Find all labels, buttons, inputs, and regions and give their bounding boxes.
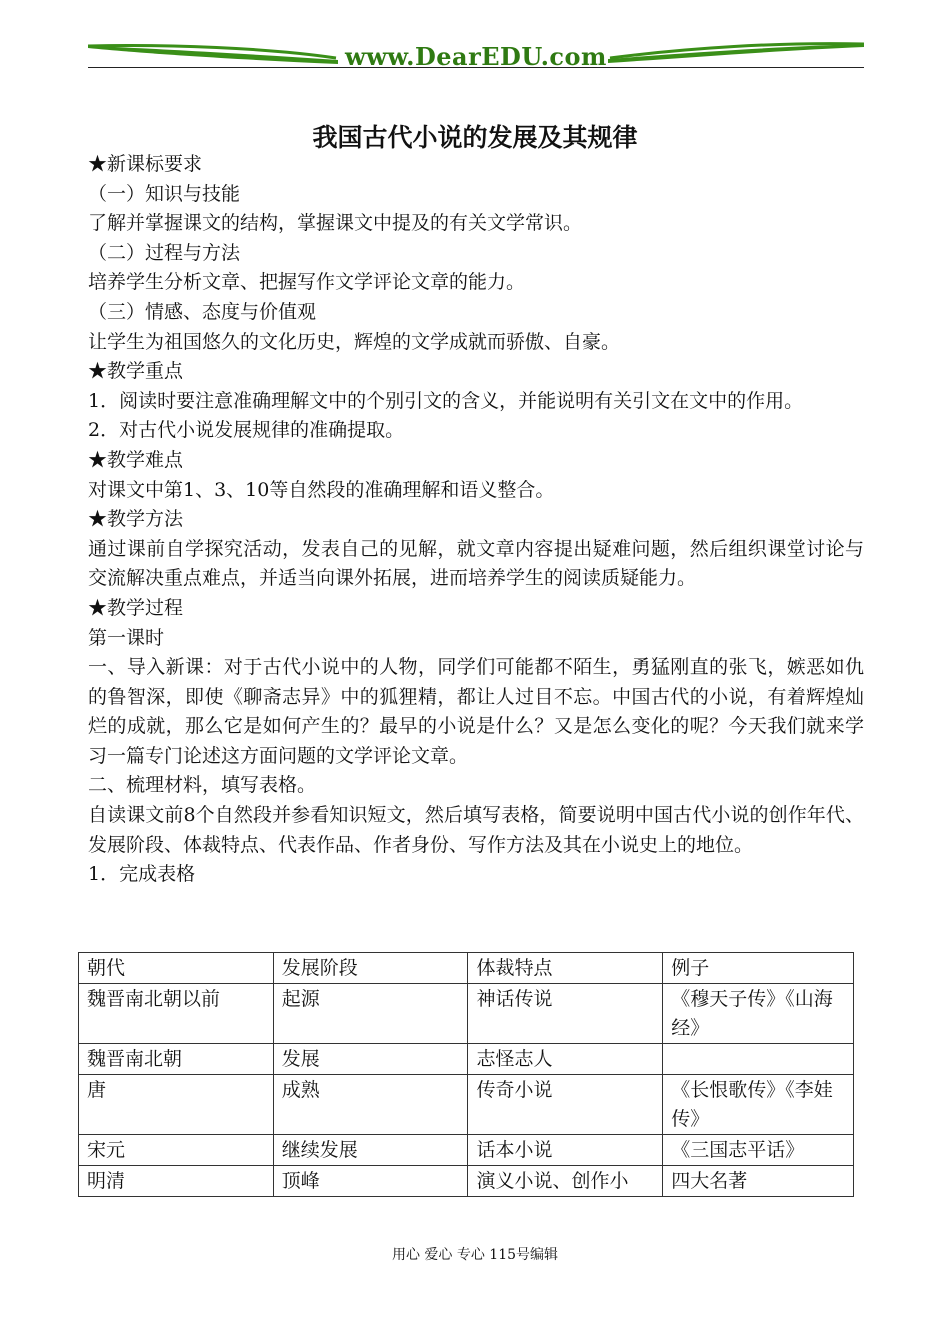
- paragraph: 了解并掌握课文的结构，掌握课文中提及的有关文学常识。: [88, 212, 583, 235]
- table-cell: 《长恨歌传》《李娃传》: [663, 1075, 854, 1135]
- paragraph: 第一课时: [88, 626, 165, 649]
- table-cell: 《穆天子传》《山海经》: [663, 984, 854, 1044]
- table-cell: 传奇小说: [468, 1075, 663, 1135]
- table-cell: 明清: [79, 1166, 274, 1197]
- paragraph: 培养学生分析文章、把握写作文学评论文章的能力。: [88, 271, 526, 294]
- table-cell: 话本小说: [468, 1135, 663, 1166]
- paragraph: 1．完成表格: [88, 863, 196, 886]
- paragraph: 一、导入新课：对于古代小说中的人物，同学们可能都不陌生，勇猛刚直的张飞，嫉恶如仇的鲁智深，即使《聊斋志异》中的狐狸精，都让人过目不忘。中国古代的小说，有着辉煌灿烂的成就，那么它是如何产生的？最早的小说是什么？又是怎么变化的呢？今天我们就来学习一篇专门论述这方面问题的文学评论文章。: [88, 656, 864, 767]
- table-cell: 《三国志平话》: [663, 1135, 854, 1166]
- site-header: [88, 34, 864, 74]
- page-title: 我国古代小说的发展及其规律: [312, 123, 638, 152]
- page-footer: 用心 爱心 专心 115号编辑: [391, 1247, 559, 1263]
- paragraph: 1．阅读时要注意准确理解文中的个别引文的含义，并能说明有关引文在文中的作用。: [88, 389, 804, 412]
- table-cell: 志怪志人: [468, 1044, 663, 1075]
- paragraph: 对课文中第1、3、10等自然段的准确理解和语义整合。: [88, 478, 555, 501]
- table-cell: 四大名著: [663, 1166, 854, 1197]
- table-header-cell: 例子: [663, 953, 854, 984]
- paragraph: （三）情感、态度与价值观: [88, 300, 317, 323]
- paragraph: 自读课文前8个自然段并参看知识短文，然后填写表格，简要说明中国古代小说的创作年代、发展阶段、体裁特点、代表作品、作者身份、写作方法及其在小说史上的地位。: [88, 804, 864, 856]
- table-cell: 继续发展: [273, 1135, 468, 1166]
- table-header-cell: 体裁特点: [468, 953, 663, 984]
- table-cell: [663, 1044, 854, 1075]
- table-cell: 起源: [273, 984, 468, 1044]
- table-header-row: [79, 953, 854, 984]
- table-row: [79, 1166, 854, 1197]
- table-row: [79, 1075, 854, 1135]
- paragraph: 二、梳理材料，填写表格。: [88, 774, 317, 797]
- table-cell: 成熟: [273, 1075, 468, 1135]
- paragraph: ★新课标要求: [88, 153, 203, 175]
- table-cell: 魏晋南北朝: [79, 1044, 274, 1075]
- paragraph: ★教学过程: [88, 596, 184, 619]
- table-header-cell: 发展阶段: [273, 953, 468, 984]
- table-cell: 演义小说、创作小: [468, 1166, 663, 1197]
- paragraph: （一）知识与技能: [88, 182, 241, 205]
- paragraph: ★教学难点: [88, 448, 184, 471]
- table-row: [79, 1044, 854, 1075]
- header-rule: [88, 67, 864, 68]
- table-cell: 神话传说: [468, 984, 663, 1044]
- paragraph: ★教学重点: [88, 360, 184, 383]
- paragraph: 2．对古代小说发展规律的准确提取。: [88, 419, 405, 442]
- document-body: [88, 150, 864, 890]
- table-row: [79, 1135, 854, 1166]
- table-cell: 魏晋南北朝以前: [79, 984, 274, 1044]
- table-cell: 顶峰: [273, 1166, 468, 1197]
- table-row: [79, 984, 854, 1044]
- table-header-cell: 朝代: [79, 953, 274, 984]
- paragraph: 让学生为祖国悠久的文化历史，辉煌的文学成就而骄傲、自豪。: [88, 330, 621, 353]
- table-cell: 唐: [79, 1075, 274, 1135]
- site-name: www.DearEDU.com: [345, 42, 607, 71]
- table-cell: 发展: [273, 1044, 468, 1075]
- table-cell: 宋元: [79, 1135, 274, 1166]
- novel-development-table: [78, 952, 854, 1197]
- paragraph: ★教学方法: [88, 508, 184, 531]
- paragraph: （二）过程与方法: [88, 241, 241, 264]
- paragraph: 通过课前自学探究活动，发表自己的见解，就文章内容提出疑难问题，然后组织课堂讨论与交流解决重点难点，并适当向课外拓展，进而培养学生的阅读质疑能力。: [88, 537, 864, 590]
